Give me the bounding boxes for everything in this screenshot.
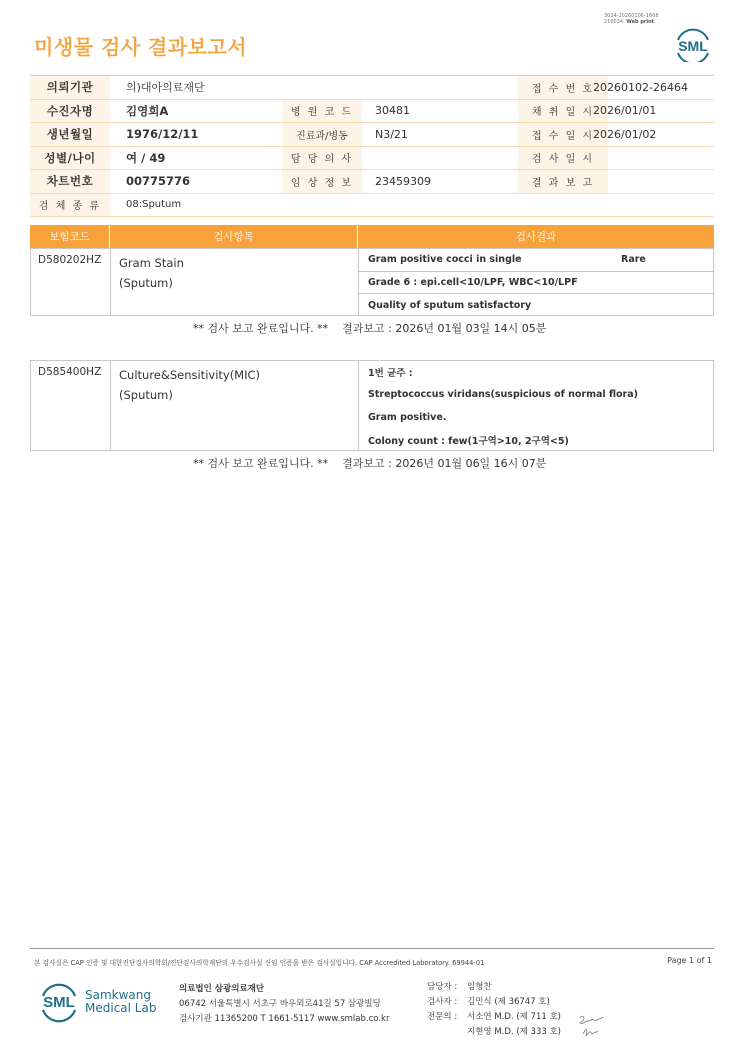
result-code: D580202HZ	[31, 249, 111, 315]
brand-name: Samkwang Medical Lab	[85, 988, 157, 1015]
cap-notice: 본 검사실은 CAP 인증 및 대한진단검사의학회/진단검사의학재단의 우수검사실 신임 인증을 받은 검사실입니다. CAP Accredited Laboratory. 69944-01	[34, 959, 485, 967]
collect-date-value: 2026/01/01	[593, 104, 657, 118]
sml-logo-icon	[672, 26, 714, 62]
receipt-date-label: 접 수 일 시	[518, 123, 608, 146]
result-code: D585400HZ	[31, 361, 111, 450]
page-number: Page 1 of 1	[667, 956, 712, 965]
receipt-no-label: 접 수 번 호	[518, 76, 608, 99]
result-line: Gram positive.	[368, 411, 447, 423]
hospital-code-label: 병 원 코 드	[282, 100, 362, 123]
svg-text:SML: SML	[678, 38, 708, 54]
result-block-gram-stain	[30, 248, 714, 316]
header-test-item: 검사항목	[110, 225, 358, 248]
result-lines	[359, 361, 713, 450]
report-label: 결 과 보 고	[518, 170, 608, 193]
receipt-date-value: 2026/01/02	[593, 127, 657, 141]
info-row-name	[30, 100, 714, 124]
staff-list	[427, 980, 561, 1040]
dept-label: 진료과/병동	[282, 123, 362, 146]
clinical-info-value: 23459309	[375, 174, 431, 188]
sex-age-label: 성별/나이	[30, 147, 110, 170]
info-row-specimen	[30, 194, 714, 218]
page-title: 미생물 검사 결과보고서	[34, 35, 248, 59]
lab-info: 의료법인 삼광의료재단 06742 서울특별시 서초구 바우뫼로41길 57 삼광빌딩 검사기관 11365200 T 1661-5117 www.smlab.co.kr	[179, 984, 390, 1024]
report-complete-2: ** 검사 보고 완료입니다. ** 결과보고 : 2026년 01월 06일 16시 07분	[193, 457, 547, 470]
sml-footer-logo-icon	[36, 979, 82, 1025]
result-lines	[359, 249, 713, 315]
result-line: Grade 6 : epi.cell<10/LPF, WBC<10/LPF	[359, 272, 713, 295]
hospital-code-value: 30481	[375, 104, 410, 118]
result-rare: Rare	[621, 254, 646, 266]
staff-row: 지현영 M.D. (제 333 호)	[467, 1027, 562, 1037]
dob-value: 1976/12/11	[126, 127, 199, 142]
institution-label: 의뢰기관	[30, 76, 110, 99]
report-complete-1: ** 검사 보고 완료입니다. ** 결과보고 : 2026년 01월 03일 14시 05분	[193, 322, 547, 335]
chart-value: 00775776	[126, 174, 191, 189]
result-item: Culture&Sensitivity(MIC) (Sputum)	[111, 361, 359, 450]
header-insurance-code: 보험코드	[30, 225, 110, 248]
test-date-label: 검 사 일 시	[518, 147, 608, 170]
dept-value: N3/21	[375, 127, 408, 141]
receipt-no-value: 20260102-26464	[593, 80, 688, 94]
result-line: Gram positive cocci in single Rare	[359, 249, 713, 272]
document-id: 3014-20260106-1608 210034 Web print	[604, 13, 659, 25]
result-line: Streptococcus viridans(suspicious of normal flora)	[368, 389, 638, 401]
info-row-chart	[30, 170, 714, 194]
collect-date-label: 채 취 일 시	[518, 100, 608, 123]
handwritten-signature	[576, 1010, 608, 1040]
name-value: 김영희A	[126, 103, 169, 118]
staff-row: 담당자 : 임형찬	[427, 982, 492, 992]
result-block-culture	[30, 360, 714, 451]
info-row-sex-age	[30, 147, 714, 171]
result-line: Quality of sputum satisfactory	[368, 299, 532, 311]
sex-age-value: 여 / 49	[126, 150, 166, 165]
specimen-value: 08:Sputum	[126, 199, 182, 211]
header-test-result: 검사결과	[515, 231, 557, 243]
patient-info-table	[30, 75, 714, 217]
info-row-dob	[30, 123, 714, 147]
result-line: 1번 균주 :	[368, 368, 413, 380]
doctor-label: 담 당 의 사	[282, 147, 362, 170]
institution-value: 의)대아의료재단	[126, 81, 205, 95]
name-label: 수진자명	[30, 100, 110, 123]
result-line: Colony count : few(1구역>10, 2구역<5)	[368, 435, 569, 447]
clinical-info-label: 임 상 정 보	[282, 170, 362, 193]
chart-label: 차트번호	[30, 170, 110, 193]
specimen-label: 검 체 종 류	[30, 194, 110, 217]
staff-row: 전문의 : 서소연 M.D. (제 711 호)	[427, 1012, 562, 1022]
result-item: Gram Stain (Sputum)	[111, 249, 359, 315]
footer-divider	[30, 948, 714, 949]
info-row-institution	[30, 76, 714, 100]
results-header	[30, 225, 714, 248]
staff-row: 검사자 : 김민식 (제 36747 호)	[427, 997, 550, 1007]
svg-text:SML: SML	[43, 994, 75, 1011]
dob-label: 생년월일	[30, 123, 110, 146]
